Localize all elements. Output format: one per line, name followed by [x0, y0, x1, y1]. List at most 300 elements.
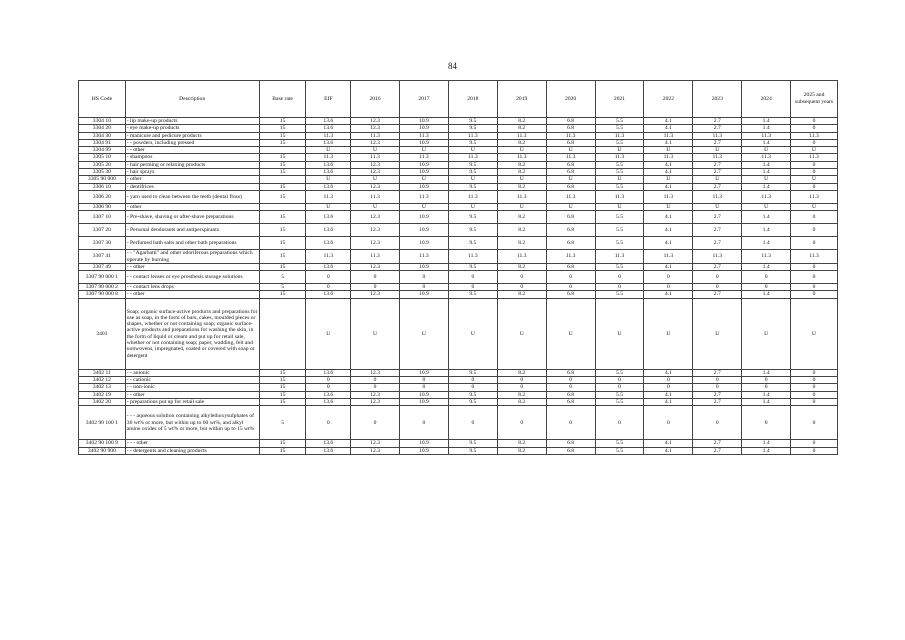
description-cell: - Personal deodorants and antiperspirants: [125, 224, 259, 237]
base-rate-cell: 15: [259, 132, 306, 139]
rate-cell: 0: [448, 384, 497, 391]
rate-cell: 11.3: [306, 154, 351, 161]
rate-cell: 2.7: [693, 369, 742, 376]
rate-cell: 10.9: [400, 447, 449, 454]
rate-cell: 4.1: [644, 224, 693, 237]
rate-cell: 0: [791, 271, 838, 284]
hs-code-cell: 3402 12: [79, 377, 126, 384]
base-rate-cell: [259, 203, 306, 210]
rate-cell: 9.5: [448, 161, 497, 168]
hs-code-cell: 3304 30: [79, 132, 126, 139]
table-row: [79, 132, 838, 139]
rate-cell: 0: [400, 271, 449, 284]
rate-cell: 1.4: [742, 125, 791, 132]
rate-cell: 9.5: [448, 291, 497, 298]
rate-cell: 0: [351, 406, 400, 440]
rate-cell: 8.2: [497, 183, 546, 190]
column-header: 2021: [595, 81, 644, 118]
rate-cell: 8.2: [497, 398, 546, 405]
rate-cell: 11.3: [497, 250, 546, 264]
rate-cell: 6.8: [546, 369, 595, 376]
rate-cell: 0: [546, 284, 595, 291]
description-cell: - dentifrices: [125, 183, 259, 190]
rate-cell: 5.5: [595, 391, 644, 398]
rate-cell: 12.3: [351, 169, 400, 176]
rate-cell: U: [644, 147, 693, 154]
rate-cell: 13.6: [306, 369, 351, 376]
rate-cell: 11.3: [693, 190, 742, 203]
base-rate-cell: 5: [259, 284, 306, 291]
rate-cell: 8.2: [497, 169, 546, 176]
rate-cell: 12.3: [351, 183, 400, 190]
rate-cell: 11.3: [400, 132, 449, 139]
rate-cell: 11.3: [497, 190, 546, 203]
page-number: 84: [448, 61, 457, 71]
rate-cell: 10.9: [400, 391, 449, 398]
rate-cell: 1.4: [742, 291, 791, 298]
table-row: [79, 237, 838, 250]
rate-cell: 0: [693, 377, 742, 384]
rate-cell: 11.3: [306, 132, 351, 139]
rate-cell: U: [448, 176, 497, 183]
rate-cell: 11.3: [497, 132, 546, 139]
rate-cell: 5.5: [595, 211, 644, 224]
description-cell: - Pre-shave, shaving or after-shave preparations: [125, 211, 259, 224]
rate-cell: 11.3: [400, 154, 449, 161]
rate-cell: U: [595, 176, 644, 183]
rate-cell: 0: [791, 440, 838, 447]
rate-cell: 1.4: [742, 224, 791, 237]
table-row: [79, 406, 838, 440]
hs-code-cell: 3304 99: [79, 147, 126, 154]
hs-code-cell: 3305 90 000: [79, 176, 126, 183]
rate-cell: 1.4: [742, 369, 791, 376]
hs-code-cell: 3304 91: [79, 139, 126, 146]
rate-cell: 12.3: [351, 161, 400, 168]
rate-cell: 0: [791, 406, 838, 440]
rate-cell: 5.5: [595, 169, 644, 176]
rate-cell: 13.6: [306, 139, 351, 146]
rate-cell: 11.3: [644, 190, 693, 203]
rate-cell: 5.5: [595, 139, 644, 146]
rate-cell: 12.3: [351, 211, 400, 224]
rate-cell: U: [644, 176, 693, 183]
rate-cell: U: [400, 147, 449, 154]
base-rate-cell: 15: [259, 169, 306, 176]
hs-code-cell: 3307 90 000 2: [79, 284, 126, 291]
rate-cell: U: [546, 298, 595, 369]
hs-code-cell: 3306 20: [79, 190, 126, 203]
hs-code-cell: 3305 30: [79, 169, 126, 176]
rate-cell: U: [742, 298, 791, 369]
rate-cell: 12.3: [351, 125, 400, 132]
rate-cell: 0: [742, 384, 791, 391]
rate-cell: U: [644, 298, 693, 369]
table-row: [79, 369, 838, 376]
rate-cell: 0: [644, 377, 693, 384]
rate-cell: U: [497, 203, 546, 210]
rate-cell: 5.5: [595, 447, 644, 454]
rate-cell: 0: [791, 169, 838, 176]
rate-cell: 12.3: [351, 263, 400, 270]
hs-code-cell: 3305 20: [79, 161, 126, 168]
column-header: 2017: [400, 81, 449, 118]
rate-cell: U: [306, 203, 351, 210]
rate-cell: 0: [693, 406, 742, 440]
rate-cell: 13.6: [306, 169, 351, 176]
rate-cell: 5.5: [595, 183, 644, 190]
rate-cell: 5.5: [595, 263, 644, 270]
rate-cell: U: [693, 176, 742, 183]
tariff-schedule-table: [78, 80, 838, 455]
rate-cell: 0: [693, 271, 742, 284]
rate-cell: 11.3: [351, 132, 400, 139]
table-row: [79, 377, 838, 384]
rate-cell: 11.3: [351, 250, 400, 264]
rate-cell: 9.5: [448, 224, 497, 237]
table-row: [79, 440, 838, 447]
rate-cell: 6.8: [546, 447, 595, 454]
base-rate-cell: 15: [259, 263, 306, 270]
description-cell: - - non-ionic: [125, 384, 259, 391]
rate-cell: 10.9: [400, 369, 449, 376]
rate-cell: 5.5: [595, 291, 644, 298]
table-row: [79, 291, 838, 298]
rate-cell: 11.3: [693, 154, 742, 161]
rate-cell: 10.9: [400, 263, 449, 270]
rate-cell: 0: [791, 447, 838, 454]
rate-cell: 10.9: [400, 211, 449, 224]
rate-cell: 11.3: [351, 190, 400, 203]
rate-cell: 4.1: [644, 183, 693, 190]
base-rate-cell: 15: [259, 250, 306, 264]
rate-cell: 6.8: [546, 139, 595, 146]
hs-code-cell: 3402 90 900: [79, 447, 126, 454]
rate-cell: 9.5: [448, 447, 497, 454]
base-rate-cell: 15: [259, 447, 306, 454]
rate-cell: 5.5: [595, 224, 644, 237]
rate-cell: 6.8: [546, 263, 595, 270]
rate-cell: 2.7: [693, 169, 742, 176]
rate-cell: 12.3: [351, 391, 400, 398]
rate-cell: 0: [791, 384, 838, 391]
table-row: [79, 125, 838, 132]
hs-code-cell: 3304 10: [79, 118, 126, 125]
rate-cell: 13.6: [306, 183, 351, 190]
rate-cell: 4.1: [644, 139, 693, 146]
base-rate-cell: 15: [259, 377, 306, 384]
rate-cell: U: [644, 203, 693, 210]
rate-cell: 0: [546, 271, 595, 284]
rate-cell: 4.1: [644, 161, 693, 168]
rate-cell: 0: [400, 384, 449, 391]
table-row: [79, 447, 838, 454]
base-rate-cell: [259, 147, 306, 154]
rate-cell: 11.3: [693, 250, 742, 264]
hs-code-cell: 3307 30: [79, 237, 126, 250]
base-rate-cell: 15: [259, 369, 306, 376]
rate-cell: 2.7: [693, 291, 742, 298]
rate-cell: U: [693, 147, 742, 154]
rate-cell: 2.7: [693, 398, 742, 405]
rate-cell: 1.4: [742, 161, 791, 168]
table-row: [79, 139, 838, 146]
rate-cell: U: [448, 298, 497, 369]
rate-cell: 0: [497, 284, 546, 291]
rate-cell: 11.3: [546, 190, 595, 203]
base-rate-cell: 15: [259, 190, 306, 203]
rate-cell: 10.9: [400, 398, 449, 405]
rate-cell: U: [400, 298, 449, 369]
rate-cell: 11.3: [306, 190, 351, 203]
rate-cell: 11.3: [497, 154, 546, 161]
rate-cell: 0: [448, 284, 497, 291]
column-header: 2018: [448, 81, 497, 118]
base-rate-cell: 15: [259, 183, 306, 190]
rate-cell: 11.3: [595, 132, 644, 139]
rate-cell: 0: [448, 406, 497, 440]
rate-cell: 0: [791, 291, 838, 298]
rate-cell: 13.6: [306, 391, 351, 398]
rate-cell: 11.3: [742, 250, 791, 264]
rate-cell: 6.8: [546, 291, 595, 298]
table-row: [79, 263, 838, 270]
rate-cell: 11.3: [546, 132, 595, 139]
hs-code-cell: 3305 10: [79, 154, 126, 161]
rate-cell: 13.6: [306, 118, 351, 125]
rate-cell: U: [497, 147, 546, 154]
description-cell: - - contact lenses or eye prosthesis storage solutions: [125, 271, 259, 284]
description-cell: - - powders, including pressed: [125, 139, 259, 146]
rate-cell: 2.7: [693, 161, 742, 168]
rate-cell: 0: [791, 125, 838, 132]
rate-cell: 12.3: [351, 139, 400, 146]
rate-cell: 11.3: [400, 190, 449, 203]
base-rate-cell: 15: [259, 291, 306, 298]
description-cell: - hair perming or relaxing products: [125, 161, 259, 168]
rate-cell: 8.2: [497, 369, 546, 376]
rate-cell: 4.1: [644, 118, 693, 125]
rate-cell: 12.3: [351, 237, 400, 250]
rate-cell: 5.5: [595, 369, 644, 376]
rate-cell: 9.5: [448, 183, 497, 190]
rate-cell: 11.3: [791, 190, 838, 203]
rate-cell: 0: [400, 284, 449, 291]
description-cell: - yarn used to clean between the teeth (dental floss): [125, 190, 259, 203]
rate-cell: 8.2: [497, 291, 546, 298]
description-cell: - manicure and pedicure products: [125, 132, 259, 139]
rate-cell: 0: [791, 284, 838, 291]
rate-cell: 0: [497, 271, 546, 284]
rate-cell: 6.8: [546, 224, 595, 237]
rate-cell: 2.7: [693, 118, 742, 125]
rate-cell: U: [791, 203, 838, 210]
hs-code-cell: 3402 90 100 9: [79, 440, 126, 447]
rate-cell: 0: [791, 263, 838, 270]
rate-cell: 8.2: [497, 447, 546, 454]
rate-cell: 8.2: [497, 440, 546, 447]
column-header: 2022: [644, 81, 693, 118]
rate-cell: 0: [595, 406, 644, 440]
hs-code-cell: 3402 13: [79, 384, 126, 391]
column-header: Base rate: [259, 81, 306, 118]
rate-cell: 10.9: [400, 237, 449, 250]
rate-cell: 0: [306, 377, 351, 384]
rate-cell: 1.4: [742, 391, 791, 398]
rate-cell: 0: [693, 284, 742, 291]
rate-cell: 0: [791, 398, 838, 405]
rate-cell: 0: [595, 271, 644, 284]
rate-cell: 6.8: [546, 440, 595, 447]
rate-cell: 11.3: [595, 190, 644, 203]
rate-cell: 11.3: [448, 154, 497, 161]
description-cell: - eye make-up products: [125, 125, 259, 132]
rate-cell: U: [546, 147, 595, 154]
table-row: [79, 271, 838, 284]
rate-cell: U: [546, 203, 595, 210]
hs-code-cell: 3307 20: [79, 224, 126, 237]
rate-cell: 8.2: [497, 263, 546, 270]
rate-cell: 9.5: [448, 391, 497, 398]
rate-cell: U: [351, 176, 400, 183]
rate-cell: 11.3: [742, 132, 791, 139]
rate-cell: 12.3: [351, 224, 400, 237]
rate-cell: U: [306, 147, 351, 154]
rate-cell: 2.7: [693, 211, 742, 224]
hs-code-cell: 3307 10: [79, 211, 126, 224]
rate-cell: U: [742, 203, 791, 210]
rate-cell: 1.4: [742, 169, 791, 176]
column-header: 2025 and subsequent years: [791, 81, 838, 118]
rate-cell: 13.6: [306, 224, 351, 237]
rate-cell: 0: [546, 377, 595, 384]
rate-cell: 0: [742, 284, 791, 291]
description-cell: - hair sprays: [125, 169, 259, 176]
rate-cell: 0: [791, 224, 838, 237]
rate-cell: 11.3: [742, 190, 791, 203]
column-header: 2019: [497, 81, 546, 118]
hs-code-cell: 3306 90: [79, 203, 126, 210]
rate-cell: 11.3: [448, 132, 497, 139]
rate-cell: 5.5: [595, 440, 644, 447]
rate-cell: 11.3: [448, 190, 497, 203]
rate-cell: U: [693, 298, 742, 369]
description-cell: - - - other: [125, 440, 259, 447]
rate-cell: U: [742, 176, 791, 183]
rate-cell: 0: [306, 284, 351, 291]
base-rate-cell: 15: [259, 161, 306, 168]
rate-cell: 0: [497, 406, 546, 440]
rate-cell: U: [791, 147, 838, 154]
rate-cell: 9.5: [448, 211, 497, 224]
rate-cell: 11.3: [791, 250, 838, 264]
rate-cell: 0: [791, 161, 838, 168]
rate-cell: 0: [546, 406, 595, 440]
hs-code-cell: 3304 20: [79, 125, 126, 132]
rate-cell: 6.8: [546, 118, 595, 125]
base-rate-cell: 15: [259, 384, 306, 391]
rate-cell: 4.1: [644, 237, 693, 250]
base-rate-cell: 5: [259, 271, 306, 284]
rate-cell: 5.5: [595, 237, 644, 250]
rate-cell: 1.4: [742, 263, 791, 270]
base-rate-cell: 5: [259, 406, 306, 440]
rate-cell: 0: [742, 406, 791, 440]
hs-code-cell: 3402 11: [79, 369, 126, 376]
rate-cell: 1.4: [742, 139, 791, 146]
hs-code-cell: 3402 19: [79, 391, 126, 398]
rate-cell: 6.8: [546, 237, 595, 250]
rate-cell: 12.3: [351, 398, 400, 405]
table-row: [79, 161, 838, 168]
description-cell: - other: [125, 176, 259, 183]
rate-cell: 13.6: [306, 125, 351, 132]
rate-cell: 0: [791, 369, 838, 376]
rate-cell: 6.8: [546, 211, 595, 224]
rate-cell: 0: [644, 284, 693, 291]
description-cell: - - detergents and cleaning products: [125, 447, 259, 454]
description-cell: - - contact lens drops: [125, 284, 259, 291]
rate-cell: 1.4: [742, 237, 791, 250]
rate-cell: 4.1: [644, 125, 693, 132]
description-cell: - Perfumed bath salts and other bath preparations: [125, 237, 259, 250]
rate-cell: 2.7: [693, 440, 742, 447]
rate-cell: 2.7: [693, 263, 742, 270]
rate-cell: U: [306, 298, 351, 369]
rate-cell: 0: [400, 406, 449, 440]
rate-cell: U: [497, 298, 546, 369]
table-row: [79, 384, 838, 391]
rate-cell: U: [351, 147, 400, 154]
rate-cell: 0: [791, 211, 838, 224]
rate-cell: 0: [791, 118, 838, 125]
rate-cell: 12.3: [351, 369, 400, 376]
rate-cell: 11.3: [546, 154, 595, 161]
column-header: 2016: [351, 81, 400, 118]
base-rate-cell: [259, 298, 306, 369]
rate-cell: 12.3: [351, 440, 400, 447]
hs-code-cell: 3307 49: [79, 263, 126, 270]
table-row: [79, 118, 838, 125]
rate-cell: 0: [595, 284, 644, 291]
rate-cell: 0: [791, 377, 838, 384]
rate-cell: 0: [644, 271, 693, 284]
rate-cell: 1.4: [742, 440, 791, 447]
rate-cell: 13.6: [306, 211, 351, 224]
base-rate-cell: [259, 176, 306, 183]
description-cell: - - - aqueous solution containing alkylethoxysulphates of 30 wt% or more, but within up to 60 wt%, and alkyl amine oxides of 5 wt% or more, but within up to 15 wt%: [125, 406, 259, 440]
rate-cell: 11.3: [595, 250, 644, 264]
rate-cell: 13.6: [306, 440, 351, 447]
rate-cell: 0: [351, 377, 400, 384]
rate-cell: 0: [351, 384, 400, 391]
rate-cell: 5.5: [595, 125, 644, 132]
rate-cell: 6.8: [546, 169, 595, 176]
rate-cell: 9.5: [448, 139, 497, 146]
rate-cell: 9.5: [448, 118, 497, 125]
rate-cell: 0: [351, 271, 400, 284]
rate-cell: 13.6: [306, 447, 351, 454]
rate-cell: 11.3: [742, 154, 791, 161]
base-rate-cell: 15: [259, 224, 306, 237]
header-row: [79, 81, 838, 118]
rate-cell: 0: [791, 183, 838, 190]
rate-cell: U: [791, 298, 838, 369]
column-header: 2023: [693, 81, 742, 118]
rate-cell: 10.9: [400, 291, 449, 298]
rate-cell: 13.6: [306, 237, 351, 250]
rate-cell: 0: [644, 384, 693, 391]
